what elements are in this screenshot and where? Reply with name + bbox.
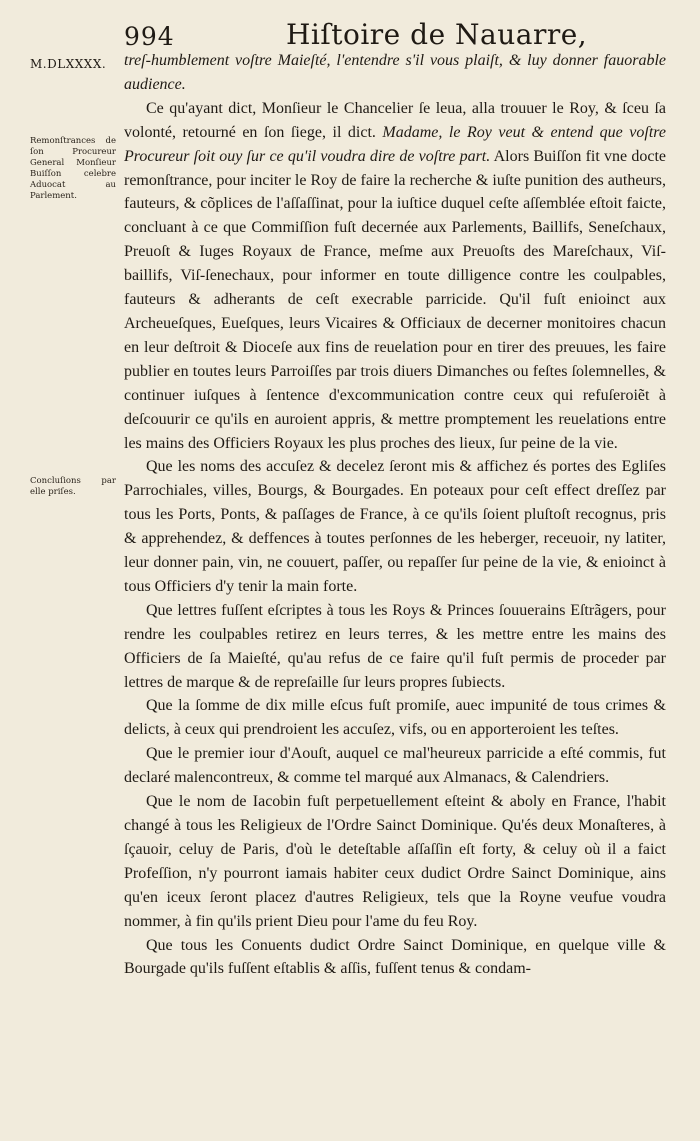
paragraph-1: treſ-humblement voſtre Maieſté, l'entendre s'il vous plaiſt, & luy donner fauorable audience. xyxy=(124,52,666,93)
paragraph-2 xyxy=(124,97,666,456)
margin-note-remonstrances: Remonſtrances de ſon Procureur General Monſieur Buiſſon celebre Aduocat au Parlement. xyxy=(30,136,116,201)
paragraph-7: Que le nom de Iacobin fuſt perpetuellement eſteint & aboly en France, l'habit changé à tous les Religieux de l'Ordre Sainct Dominique. Qu'és deux Monaſteres, à ſçauoir, celuy de Paris, d'où le deteſtable aſſaſſin eſt forty, & celuy où il a faict Profeſſion, n'y pourront iamais habiter ceux dudict Ordre Sainct Dominique, ains qu'en iceux ſeront placez d'autres Religieux, tels que la Royne veufue voudra nommer, à fin qu'ils prient Dieu pour l'ame du feu Roy. xyxy=(124,793,666,930)
body-text xyxy=(124,49,666,981)
paragraph-2-part-a: Ce qu'ayant dict, Monſieur le Chancelier ſe leua, alla trouuer le Roy, & ſceu ſa volonté, retourné en ſon ſiege, il dict. xyxy=(124,99,666,141)
paragraph-6: Que le premier iour d'Aouſt, auquel ce mal'heureux parricide a eſté commis, fut declaré malencontreux, & comme tel marqué aux Almanacs, & Calendriers. xyxy=(124,745,666,787)
paragraph-3: Que les noms des accuſez & decelez ſeront mis & affichez és portes des Egliſes Parrochiales, villes, Bourgs, & Bourgades. En poteaux pour ceſt effect dreſſez par tous les Ports, Ponts, & paſſages de France, à ce qu'ils ſoient pluſtoſt recognus, pris & apprehendez, & deffences à toutes perſonnes de les heberger, receuoir, ny latiter, leur donner pain, vin, ne couuert, paſſer, ou repaſſer ſur peine de la vie, & enioinct à tous Officiers d'y tenir la main forte. xyxy=(124,458,666,595)
running-title: Hiſtoire de Nauarre, xyxy=(286,18,588,51)
page-number: 994 xyxy=(124,22,175,51)
margin-note-conclusions: Concluſions par elle priſes. xyxy=(30,476,116,497)
paragraph-2-italic: Madame, le Roy veut & entend que voſtre Procureur ſoit ouy ſur ce qu'il voudra dire de voſtre part. xyxy=(124,123,666,165)
margin-year: M.DLXXXX. xyxy=(30,57,107,71)
paragraph-2-part-b: Alors Buiſſon fit vne docte remonſtrance, pour inciter le Roy de faire la recherche & iuſte punition des autheurs, fauteurs, & cõplices de l'aſſaſſinat, pour la iuſtice duquel ceſte aſſemblée eſtoit faicte, concluant à ce que Commiſſion fuſt decernée aux Parlements, Baillifs, Seneſchaux, Preuoſt & Iuges Royaux de France, meſme aux Preuoſts des Mareſchaux, Viſ-baillifs, Viſ-ſenechaux, pour informer en toute dilligence contre les coulpables, fauteurs & adherants de ceſt execrable parricide. Qu'il fuſt enioinct aux Archeueſques, Eueſques, leurs Vicaires & Officiaux de decerner monitoires chacun en leur deſtroit & Dioceſe aux fins de reuelation pour en tirer des preuues, les faire publier en toutes leurs Parroiſſes par trois diuers Dimanches ou feſtes ſolemnelles, & continuer iuſques à ſentence d'excommunication contre ceux qui refuſeroiẽt à deſcouurir ce qu'ils en auroient appris, & mettre promptement les reuelations entre les mains des Officiers Royaux les plus proches des lieux, ſur peine de la vie. xyxy=(124,147,667,452)
paragraph-8: Que tous les Conuents dudict Ordre Sainct Dominique, en quelque ville & Bourgade qu'ils fuſſent eſtablis & aſſis, fuſſent tenus & condam- xyxy=(124,936,666,978)
paragraph-4: Que lettres fuſſent eſcriptes à tous les Roys & Princes ſouuerains Eſtrãgers, pour rendre les coulpables retirez en leurs terres, & les mettre entre les mains des Officiers de ſa Maieſté, qu'au refus de ce faire qu'il fuſt permis de proceder par lettres de marque & de repreſaille ſur leurs propres ſubiects. xyxy=(124,601,666,691)
paragraph-5: Que la ſomme de dix mille eſcus fuſt promiſe, auec impunité de tous crimes & delicts, à ceux qui prendroient les accuſez, vifs, ou en apporteroient les teſtes. xyxy=(124,697,666,739)
